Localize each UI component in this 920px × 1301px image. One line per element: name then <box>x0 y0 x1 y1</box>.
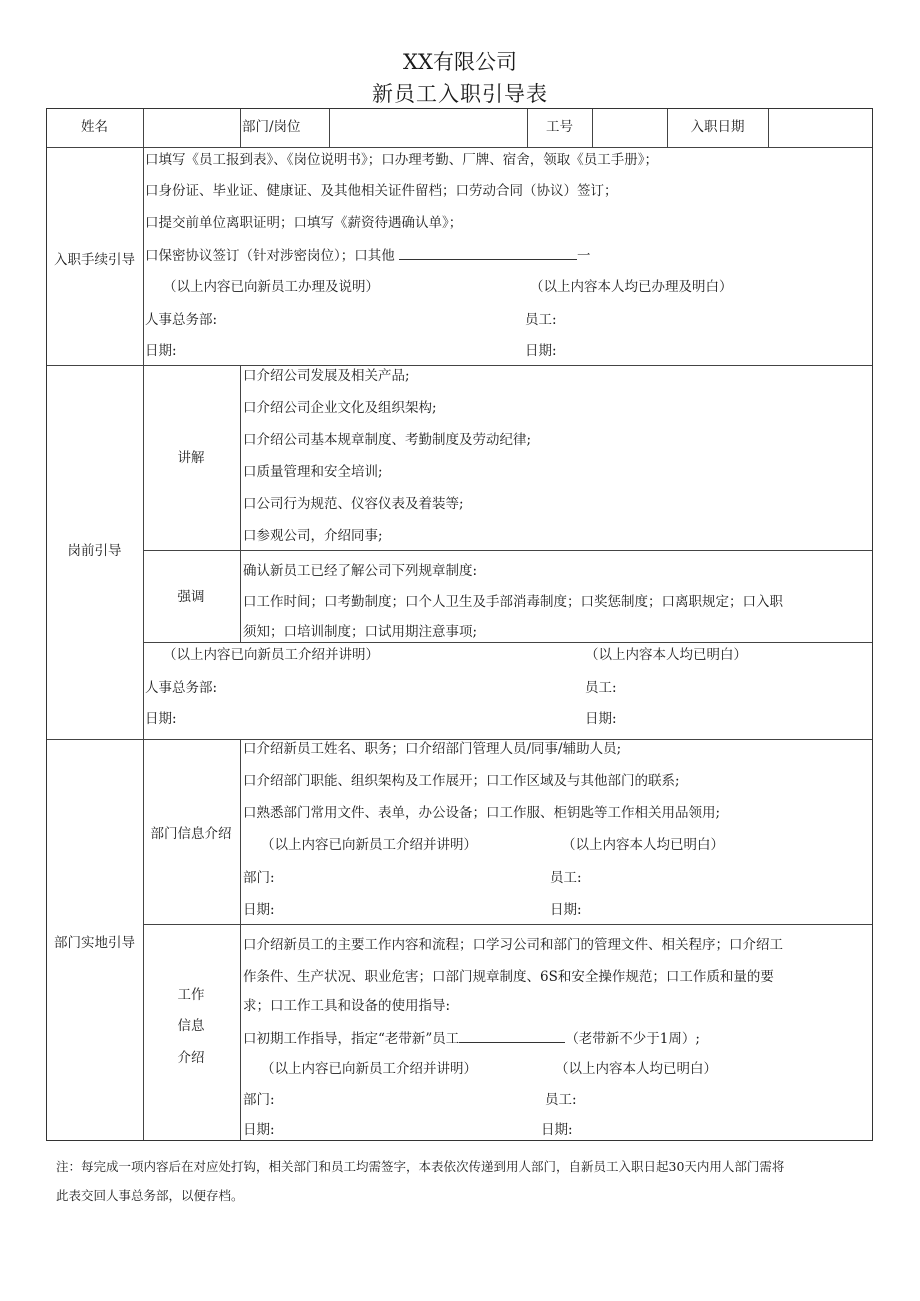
form-title: 新员工入职引导表 <box>372 82 548 106</box>
dept-position-field[interactable] <box>329 109 526 147</box>
hire-date-field[interactable] <box>768 109 868 147</box>
mentor-blank[interactable] <box>459 1030 565 1043</box>
dept-signature-label: 部门: <box>243 1092 275 1108</box>
company-name: XX有限公司 <box>403 50 517 74</box>
mentor-item <box>243 1030 700 1047</box>
other-suffix: 一 <box>577 248 591 264</box>
confirm-left: （以上内容已向新员工介绍并讲明） <box>261 837 477 853</box>
footnote-line: 注：每完成一项内容后在对应处打钩，相关部门和员工均需签字，本表依次传递到用人部门，自新员工入职日起30天内用人部门需将 <box>56 1159 785 1174</box>
explain-item: 口介绍公司基本规章制度、考勤制度及劳动纪律; <box>243 432 532 448</box>
confirm-right: （以上内容本人均已办理及明白） <box>530 279 733 295</box>
employee-signature-label: 员工: <box>550 870 582 886</box>
mentor-text: 口初期工作指导，指定“老带新”员工 <box>243 1031 460 1047</box>
emphasis-item: 确认新员工已经了解公司下列规章制度: <box>243 563 478 579</box>
emphasis-item: 须知；口培训制度；口试用期注意事项; <box>243 624 478 640</box>
explain-item: 口介绍公司企业文化及组织架构; <box>243 400 437 416</box>
procedure-item: 口提交前单位离职证明；口填写《薪资待遇确认单》； <box>145 215 463 231</box>
row-divider <box>143 642 872 643</box>
sub-label-work-line: 工作 <box>177 987 205 1003</box>
other-blank[interactable] <box>399 247 577 260</box>
procedure-item: 口身份证、毕业证、健康证、及其他相关证件留档；口劳动合同（协议）签订； <box>145 183 618 199</box>
explain-item: 口公司行为规范、仪容仪表及着装等; <box>243 496 464 512</box>
date-label: 日期: <box>541 1122 573 1138</box>
date-label: 日期: <box>550 902 582 918</box>
confirm-right: （以上内容本人均已明白） <box>562 837 724 853</box>
date-label: 日期: <box>145 343 177 359</box>
col-divider <box>240 365 241 642</box>
sub-label-work-line: 信息 <box>177 1018 205 1034</box>
section-label-post: 岗前引导 <box>67 543 122 559</box>
row-divider <box>143 924 872 925</box>
col-divider <box>143 109 144 1140</box>
explain-item: 口质量管理和安全培训; <box>243 464 383 480</box>
mentor-suffix: （老带新不少于1周）; <box>565 1031 700 1047</box>
dept-info-item: 口熟悉部门常用文件、表单，办公设备；口工作服、柜钥匙等工作相关用品领用; <box>243 805 721 821</box>
employee-id-label: 工号 <box>546 119 573 135</box>
hr-signature-label: 人事总务部: <box>145 680 218 696</box>
procedure-item: 口填写《员工报到表》、《岗位说明书》；口办理考勤、厂牌、宿舍，领取《员工手册》； <box>145 152 658 168</box>
confirm-left: （以上内容已向新员工介绍并讲明） <box>163 647 379 663</box>
employee-signature-label: 员工: <box>585 680 617 696</box>
name-label: 姓名 <box>81 119 108 135</box>
date-label: 日期: <box>145 711 177 727</box>
work-info-item: 作条件、生产状况、职业危害；口部门规章制度、6S和安全操作规范；口工作质和量的要 <box>243 969 774 985</box>
emphasis-item: 口工作时间；口考勤制度；口个人卫生及手部消毒制度；口奖惩制度；口离职规定；口入职 <box>243 594 783 610</box>
employee-id-field[interactable] <box>592 109 666 147</box>
col-divider <box>240 109 241 147</box>
sub-label-explain: 讲解 <box>177 450 205 466</box>
dept-position-label: 部门/岗位 <box>242 119 301 135</box>
date-label: 日期: <box>525 343 557 359</box>
confirm-right: （以上内容本人均已明白） <box>555 1061 717 1077</box>
confirm-right: （以上内容本人均已明白） <box>585 647 747 663</box>
explain-item: 口介绍公司发展及相关产品; <box>243 368 410 384</box>
sub-label-work-line: 介绍 <box>177 1050 205 1066</box>
employee-signature-label: 员工: <box>545 1092 577 1108</box>
hr-signature-label: 人事总务部: <box>145 312 218 328</box>
hire-date-label: 入职日期 <box>690 119 745 135</box>
work-info-item: 求；口工作工具和设备的使用指导: <box>243 998 451 1014</box>
col-divider <box>240 739 241 1140</box>
work-info-item: 口介绍新员工的主要工作内容和流程；口学习公司和部门的管理文件、相关程序；口介绍工 <box>243 937 783 953</box>
row-divider <box>47 739 872 740</box>
name-field[interactable] <box>143 109 239 147</box>
row-divider <box>47 147 872 148</box>
footnote-line: 此表交回人事总务部，以便存档。 <box>56 1188 244 1203</box>
date-label: 日期: <box>243 1122 275 1138</box>
dept-info-item: 口介绍部门职能、组织架构及工作展开；口工作区域及与其他部门的联系; <box>243 773 680 789</box>
date-label: 日期: <box>243 902 275 918</box>
dept-info-item: 口介绍新员工姓名、职务；口介绍部门管理人员/同事/辅助人员; <box>243 741 622 757</box>
section-label-procedures: 入职手续引导 <box>54 252 135 268</box>
row-divider <box>143 550 872 551</box>
row-divider <box>47 365 872 366</box>
sub-label-emphasis: 强调 <box>177 589 205 605</box>
section-label-dept: 部门实地引导 <box>54 935 135 951</box>
confirm-left: （以上内容已向新员工办理及说明） <box>163 279 379 295</box>
sub-label-dept-info: 部门信息介绍 <box>150 826 232 842</box>
explain-item: 口参观公司，介绍同事; <box>243 528 383 544</box>
procedure-other-text: 口保密协议签订（针对涉密岗位）；口其他 <box>145 248 395 264</box>
date-label: 日期: <box>585 711 617 727</box>
employee-signature-label: 员工: <box>525 312 557 328</box>
confirm-left: （以上内容已向新员工介绍并讲明） <box>261 1061 477 1077</box>
procedure-item-other <box>145 247 591 264</box>
dept-signature-label: 部门: <box>243 870 275 886</box>
